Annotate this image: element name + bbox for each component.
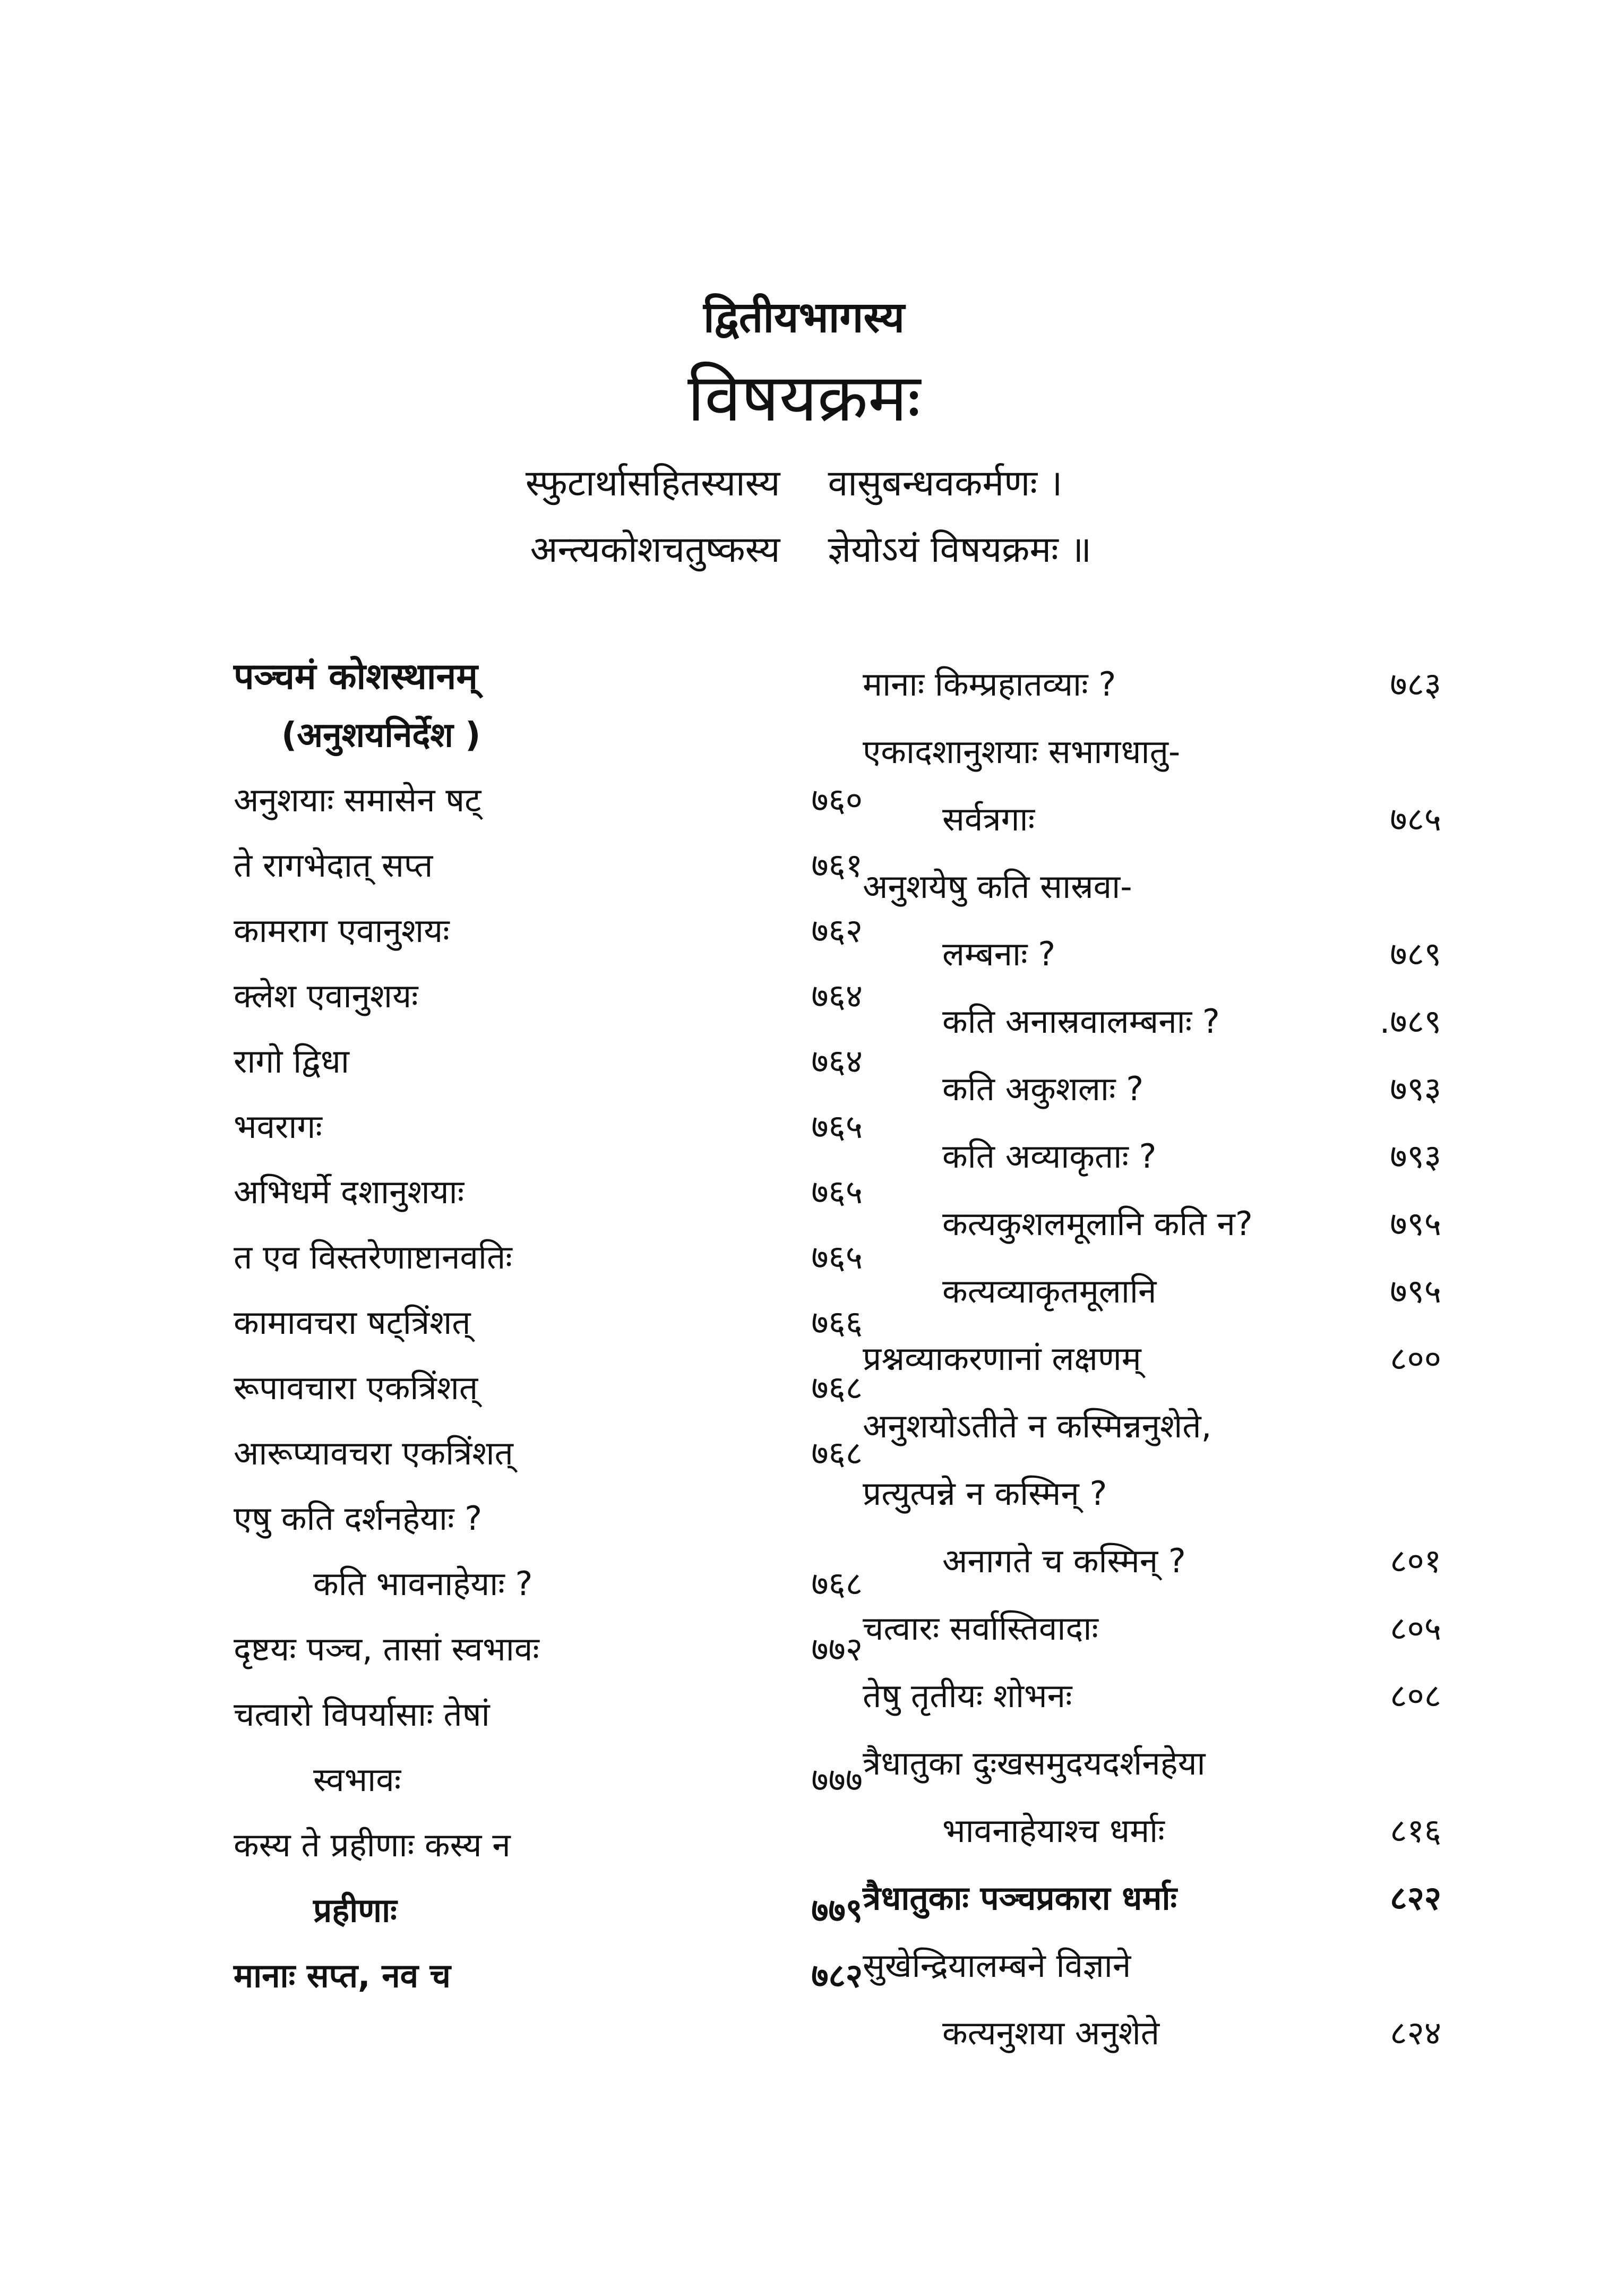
toc-entry	[863, 920, 1457, 988]
toc-entry-text: अभिधर्मे दशानुशयाः	[234, 1172, 465, 1211]
toc-entry-text: अनुशयाः समासेन षट्	[234, 781, 481, 819]
toc-entry	[863, 1392, 1457, 1460]
toc-entry-text: सुखेन्द्रियालम्बने विज्ञाने	[863, 1946, 1131, 1985]
toc-entry	[863, 1325, 1457, 1392]
toc-entry-page: ८२४	[1390, 2014, 1441, 2052]
verse-line-2	[0, 523, 1608, 572]
toc-entry-page: ७७९	[811, 1891, 863, 1930]
toc-entry	[234, 1616, 865, 1682]
toc-entry-text: कति अकुशलाः ?	[942, 1069, 1144, 1108]
toc-entry-text: क्लेश एवानुशयः	[234, 976, 418, 1015]
toc-entry	[863, 1460, 1457, 1527]
toc-entry-page: ७६६	[811, 1303, 863, 1342]
toc-entry-text: त एव विस्तरेणाष्टानवतिः	[234, 1238, 512, 1276]
toc-entry-page: ७६८	[811, 1368, 863, 1407]
toc-entry	[863, 785, 1457, 853]
toc-entry	[863, 1932, 1457, 1999]
toc-entry	[234, 898, 865, 963]
verse-line-2-second-half: ज्ञेयोऽयं विषयक्रमः ॥	[828, 529, 1092, 571]
toc-entry	[234, 1878, 865, 1943]
toc-entry	[863, 1999, 1457, 2067]
toc-entry-text: भवरागः	[234, 1107, 322, 1146]
toc-left-column	[234, 650, 865, 2008]
toc-entry-page: ८०८	[1390, 1676, 1441, 1715]
toc-entry-page: ७६२	[811, 911, 863, 950]
toc-entry-page: ७९५	[1390, 1204, 1441, 1243]
toc-entry-text: तेषु तृतीयः शोभनः	[863, 1676, 1072, 1715]
toc-entry-page: ८०५	[1390, 1609, 1441, 1648]
verse-line-2-first-half: अन्त्यकोशचतुष्कस्य	[530, 529, 780, 571]
toc-entry-text: स्वभावः	[313, 1760, 401, 1799]
toc-entry-text: मानाः सप्त, नव च	[234, 1956, 451, 1995]
toc-entry-page: ७८५	[1390, 800, 1441, 838]
toc-entry	[863, 1123, 1457, 1190]
toc-entry-text: अनुशयेषु कति सास्रवा-	[863, 867, 1132, 906]
toc-entry-page: ७८३	[1390, 665, 1441, 704]
toc-entry-text: कत्यव्याकृतमूलानि	[942, 1272, 1157, 1310]
toc-entry-text: आरूप्यावचरा एकत्रिंशत्	[234, 1434, 513, 1472]
toc-entry-text: चत्वारो विपर्यासाः तेषां	[234, 1695, 490, 1734]
toc-entry	[234, 1486, 865, 1551]
toc-entry	[863, 1864, 1457, 1932]
section-subtitle: (अनुशयनिर्देश )	[281, 716, 481, 755]
toc-entry	[863, 718, 1457, 785]
toc-entry-text: दृष्टयः पञ्च, तासां स्वभावः	[234, 1630, 539, 1668]
toc-entry-text: कति भावनाहेयाः ?	[313, 1564, 533, 1603]
toc-entry	[234, 1159, 865, 1224]
toc-entry	[863, 988, 1457, 1055]
toc-entry-page: ७७७	[811, 1760, 863, 1799]
toc-entry-text: कामावचरा षट्त्रिंशत्	[234, 1303, 471, 1342]
toc-entry-page: ७८२	[811, 1956, 863, 1995]
toc-entry-page: ८०१	[1390, 1541, 1441, 1580]
verse-line-1-first-half: स्फुटार्थासहितस्यास्य	[525, 462, 780, 504]
verse-line-1-second-half: वासुबन्धवकर्मणः ।	[828, 462, 1063, 504]
toc-entry-text: लम्बनाः ?	[942, 935, 1056, 973]
toc-entry-page: ७६५	[811, 1172, 863, 1211]
toc-entry-text: कत्यकुशलमूलानि कति न?	[942, 1204, 1253, 1243]
page-title: विषयक्रमः	[687, 360, 921, 436]
toc-entry-page: ७९३	[1390, 1069, 1441, 1108]
toc-entry	[234, 1943, 865, 2008]
toc-entry	[863, 1662, 1457, 1729]
toc-right-column	[863, 650, 1457, 2067]
toc-entry	[863, 1527, 1457, 1595]
toc-entry	[234, 1812, 865, 1878]
toc-entry-page: ७९३	[1390, 1137, 1441, 1176]
toc-entry	[863, 1055, 1457, 1123]
toc-entry	[863, 1257, 1457, 1325]
toc-entry-text: अनुशयोऽतीते न कस्मिन्ननुशेते,	[863, 1407, 1212, 1445]
toc-entry-text: ते रागभेदात् सप्त	[234, 846, 433, 885]
toc-entry-text: मानाः किम्प्रहातव्याः ?	[863, 665, 1116, 704]
toc-entry-page: .७८९	[1379, 1002, 1441, 1041]
toc-entry-page: ८००	[1390, 1339, 1441, 1378]
toc-entry-text: कति अव्याकृताः ?	[942, 1137, 1157, 1176]
toc-entry	[863, 853, 1457, 920]
toc-entry-text: प्रश्नव्याकरणानां लक्षणम्	[863, 1339, 1141, 1378]
toc-entry-text: प्रहीणाः	[313, 1891, 397, 1930]
toc-entry	[863, 650, 1457, 718]
toc-entry	[863, 1595, 1457, 1662]
toc-entry-text: भावनाहेयाश्च धर्माः	[942, 1811, 1165, 1850]
toc-entry-page: ७८९	[1390, 935, 1441, 973]
toc-entry-text: चत्वारः सर्वास्तिवादाः	[863, 1609, 1098, 1648]
toc-entry-text: कति अनास्रवालम्बनाः ?	[942, 1002, 1220, 1041]
toc-entry-page: ७६८	[811, 1434, 863, 1472]
toc-entry	[234, 1094, 865, 1159]
toc-entry-text: कामराग एवानुशयः	[234, 911, 450, 950]
toc-entry	[234, 767, 865, 833]
toc-entry-text: एकादशानुशयाः सभागधातु-	[863, 732, 1181, 771]
toc-entry	[863, 1190, 1457, 1257]
toc-entry-text: रागो द्विधा	[234, 1042, 349, 1081]
toc-entry-text: एषु कति दर्शनहेयाः ?	[234, 1499, 483, 1538]
toc-entry-text: त्रैधातुका दुःखसमुदयदर्शनहेया	[863, 1744, 1206, 1783]
toc-entry-text: रूपावचारा एकत्रिंशत्	[234, 1368, 478, 1407]
toc-entry	[863, 1797, 1457, 1864]
toc-entry-page: ७६५	[811, 1107, 863, 1146]
toc-entry	[234, 1029, 865, 1094]
toc-entry-text: अनागते च कस्मिन् ?	[942, 1541, 1186, 1580]
toc-entry-text: सर्वत्रगाः	[942, 800, 1035, 838]
toc-entry-page: ७६८	[811, 1564, 863, 1603]
toc-entry	[234, 1420, 865, 1486]
section-title: पञ्चमं कोशस्थानम्	[234, 656, 478, 698]
toc-entry-text: प्रत्युत्पन्ने न कस्मिन् ?	[863, 1474, 1107, 1513]
toc-entry-page: ७६४	[811, 1042, 863, 1081]
toc-entry-page: ८१६	[1390, 1811, 1441, 1850]
toc-entry-page: ७९५	[1390, 1272, 1441, 1310]
toc-entry-page: ७७२	[811, 1630, 863, 1668]
toc-entry	[863, 1729, 1457, 1797]
toc-entry	[234, 1224, 865, 1290]
toc-entry-text: कत्यनुशया अनुशेते	[942, 2014, 1160, 2052]
toc-entry-text: त्रैधातुकाः पञ्चप्रकारा धर्माः	[863, 1879, 1177, 1917]
toc-entry	[234, 1682, 865, 1747]
toc-entry-page: ७६५	[811, 1238, 863, 1276]
toc-entry-page: ७६०	[811, 781, 863, 819]
verse-line-1	[0, 457, 1608, 506]
toc-entry-page: ८२२	[1390, 1879, 1441, 1917]
toc-entry	[234, 1747, 865, 1812]
toc-entry	[234, 1290, 865, 1355]
toc-entry-page: ७६४	[811, 976, 863, 1015]
part-title: द्वितीयभागस्य	[703, 293, 905, 342]
toc-entry	[234, 1355, 865, 1420]
toc-entry-text: कस्य ते प्रहीणाः कस्य न	[234, 1826, 511, 1864]
toc-entry	[234, 1551, 865, 1616]
toc-entry-page: ७६१	[811, 846, 863, 885]
toc-entry	[234, 833, 865, 898]
toc-entry	[234, 963, 865, 1029]
